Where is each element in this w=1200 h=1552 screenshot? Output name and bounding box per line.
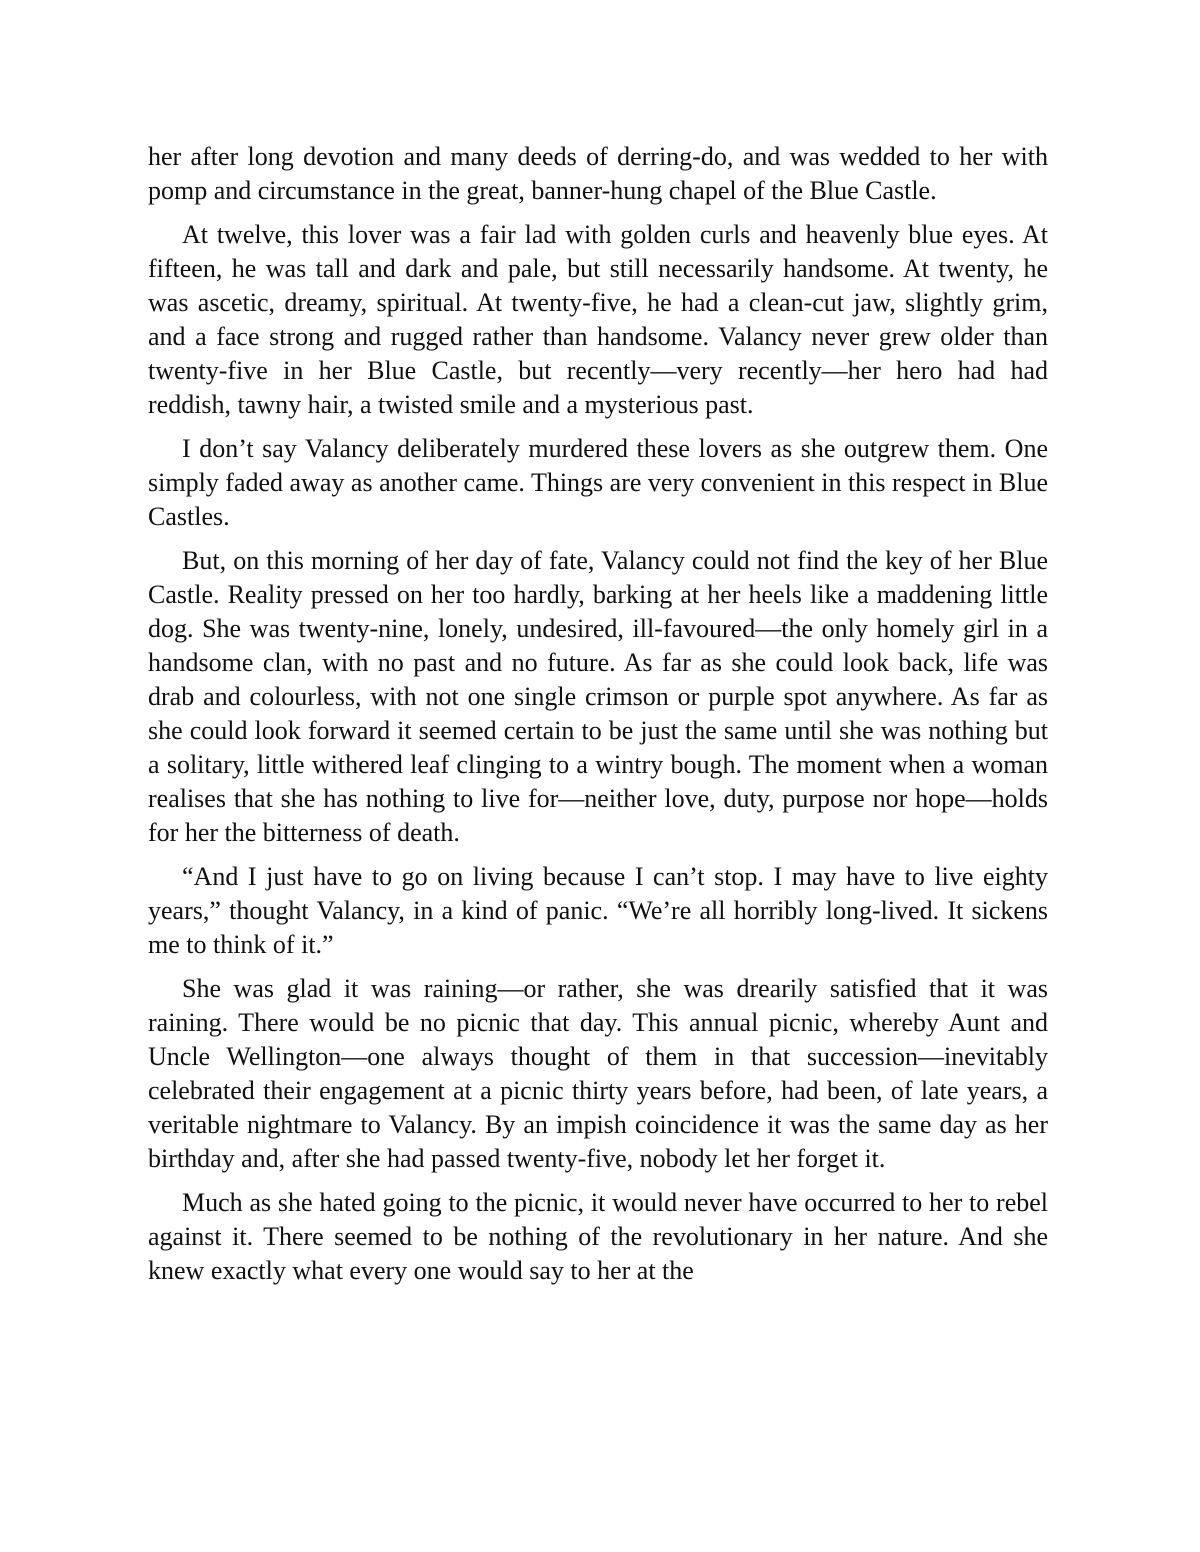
paragraph: I don’t say Valancy deliberately murdered these lovers as she outgrew them. One simply faded away as another came. Things are very convenient in this respect in Blue Castles. (148, 434, 1048, 531)
paragraph: She was glad it was raining—or rather, she was drearily satisfied that it was raining. There would be no picnic that day. This annual picnic, whereby Aunt and Uncle Wellington—one always thought of them in that succession—inevitably celebrated their engagement at a picnic thirty years before, had been, of late years, a veritable nightmare to Valancy. By an impish coincidence it was the same day as her birthday and, after she had passed twenty-five, nobody let her forget it. (148, 974, 1048, 1173)
paragraph: Much as she hated going to the picnic, it would never have occurred to her to rebel against it. There seemed to be nothing of the revolutionary in her nature. And she knew exactly what every one would say to her at the (148, 1188, 1048, 1285)
text-column (148, 140, 1048, 1288)
paragraph: her after long devotion and many deeds of derring-do, and was wedded to her with pomp and circumstance in the great, banner-hung chapel of the Blue Castle. (148, 142, 1048, 205)
paragraph: But, on this morning of her day of fate, Valancy could not find the key of her Blue Castle. Reality pressed on her too hardly, barking at her heels like a maddening little dog. She was twenty-nine, lonely, undesired, ill-favoured—the only homely girl in a handsome clan, with no past and no future. As far as she could look back, life was drab and colourless, with not one single crimson or purple spot anywhere. As far as she could look forward it seemed certain to be just the same until she was nothing but a solitary, little withered leaf clinging to a wintry bough. The moment when a woman realises that she has nothing to live for—neither love, duty, purpose nor hope—holds for her the bitterness of death. (148, 546, 1048, 847)
paragraph: At twelve, this lover was a fair lad with golden curls and heavenly blue eyes. At fifteen, he was tall and dark and pale, but still necessarily handsome. At twenty, he was ascetic, dreamy, spiritual. At twenty-five, he had a clean-cut jaw, slightly grim, and a face strong and rugged rather than handsome. Valancy never grew older than twenty-five in her Blue Castle, but recently—very recently—her hero had had reddish, tawny hair, a twisted smile and a mysterious past. (148, 220, 1048, 419)
paragraph: “And I just have to go on living because I can’t stop. I may have to live eighty years,” thought Valancy, in a kind of panic. “We’re all horribly long-lived. It sickens me to think of it.” (148, 862, 1048, 959)
